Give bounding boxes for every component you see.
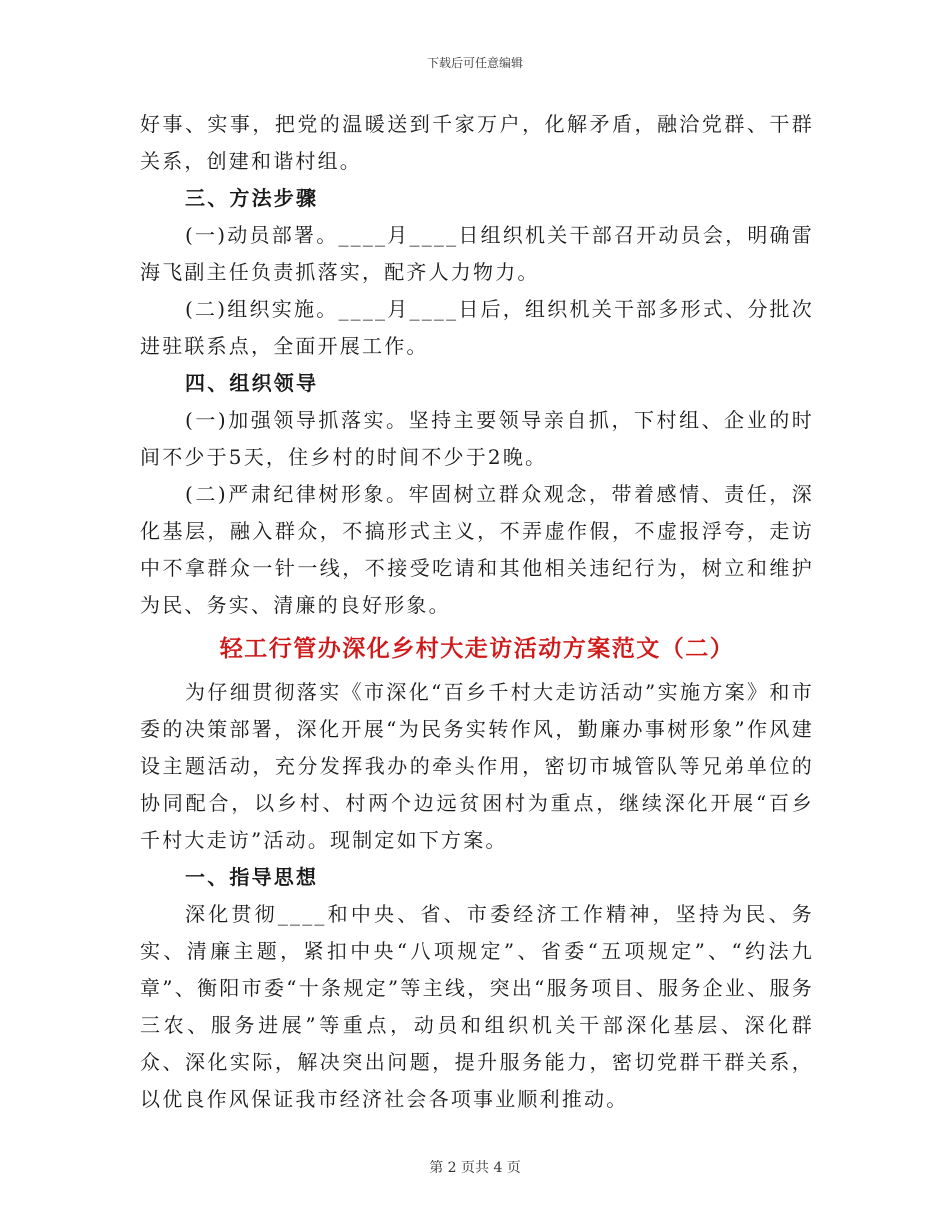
- page-footer: 第 2 页共 4 页: [429, 1160, 521, 1176]
- page-header: 下载后可任意编辑: [426, 56, 523, 70]
- document-body: [140, 106, 814, 1118]
- paragraph-intro: 为仔细贯彻落实《市深化“百乡千村大走访活动”实施方案》和市委的决策部署，深化开展“为民务实转作风，勤廉办事树形象”作风建设主题活动，充分发挥我办的牵头作用，密切市城管队等兄弟单位的协同配合，以乡村、村两个边远贫困村为重点，继续深化开展“百乡千村大走访”活动。现制定如下方案。: [140, 680, 814, 852]
- section-heading-methods: 三、方法步骤: [185, 186, 319, 210]
- paragraph-implementation: (二)组织实施。____月____日后，组织机关干部多形式、分批次进驻联系点，全面开展工作。: [140, 297, 814, 358]
- paragraph-guiding-thought: 深化贯彻____和中央、省、市委经济工作精神，坚持为民、务实、清廉主题，紧扣中央“八项规定”、省委“五项规定”、“约法九章”、衡阳市委“十条规定”等主线，突出“服务项目、服务企业、服务三农、服务进展”等重点，动员和组织机关干部深化基层、深化群众、深化实际，解决突出问题，提升服务能力，密切党群干群关系，以优良作风保证我市经济社会各项事业顺利推动。: [140, 902, 814, 1111]
- section-heading-guiding-thought: 一、指导思想: [185, 865, 319, 889]
- paragraph-mobilization: (一)动员部署。____月____日组织机关干部召开动员会，明确雷海飞副主任负责抓落实，配齐人力物力。: [140, 223, 814, 284]
- paragraph-continuation: 好事、实事，把党的温暖送到千家万户，化解矛盾，融洽党群、干群关系，创建和谐村组。: [140, 112, 814, 173]
- paragraph-discipline: (二)严肃纪律树形象。牢固树立群众观念，带着感情、责任，深化基层，融入群众，不搞形式主义，不弄虚作假，不虚报浮夸，走访中不拿群众一针一线，不接受吃请和其他相关违纪行为，树立和维护为民、务实、清廉的良好形象。: [140, 482, 814, 617]
- document-title: 轻工行管办深化乡村大走访活动方案范文（二）: [219, 636, 735, 662]
- section-heading-leadership: 四、组织领导: [185, 371, 319, 395]
- paragraph-strengthen-leadership: (一)加强领导抓落实。坚持主要领导亲自抓，下村组、企业的时间不少于5天，住乡村的时间不少于2晚。: [140, 408, 814, 469]
